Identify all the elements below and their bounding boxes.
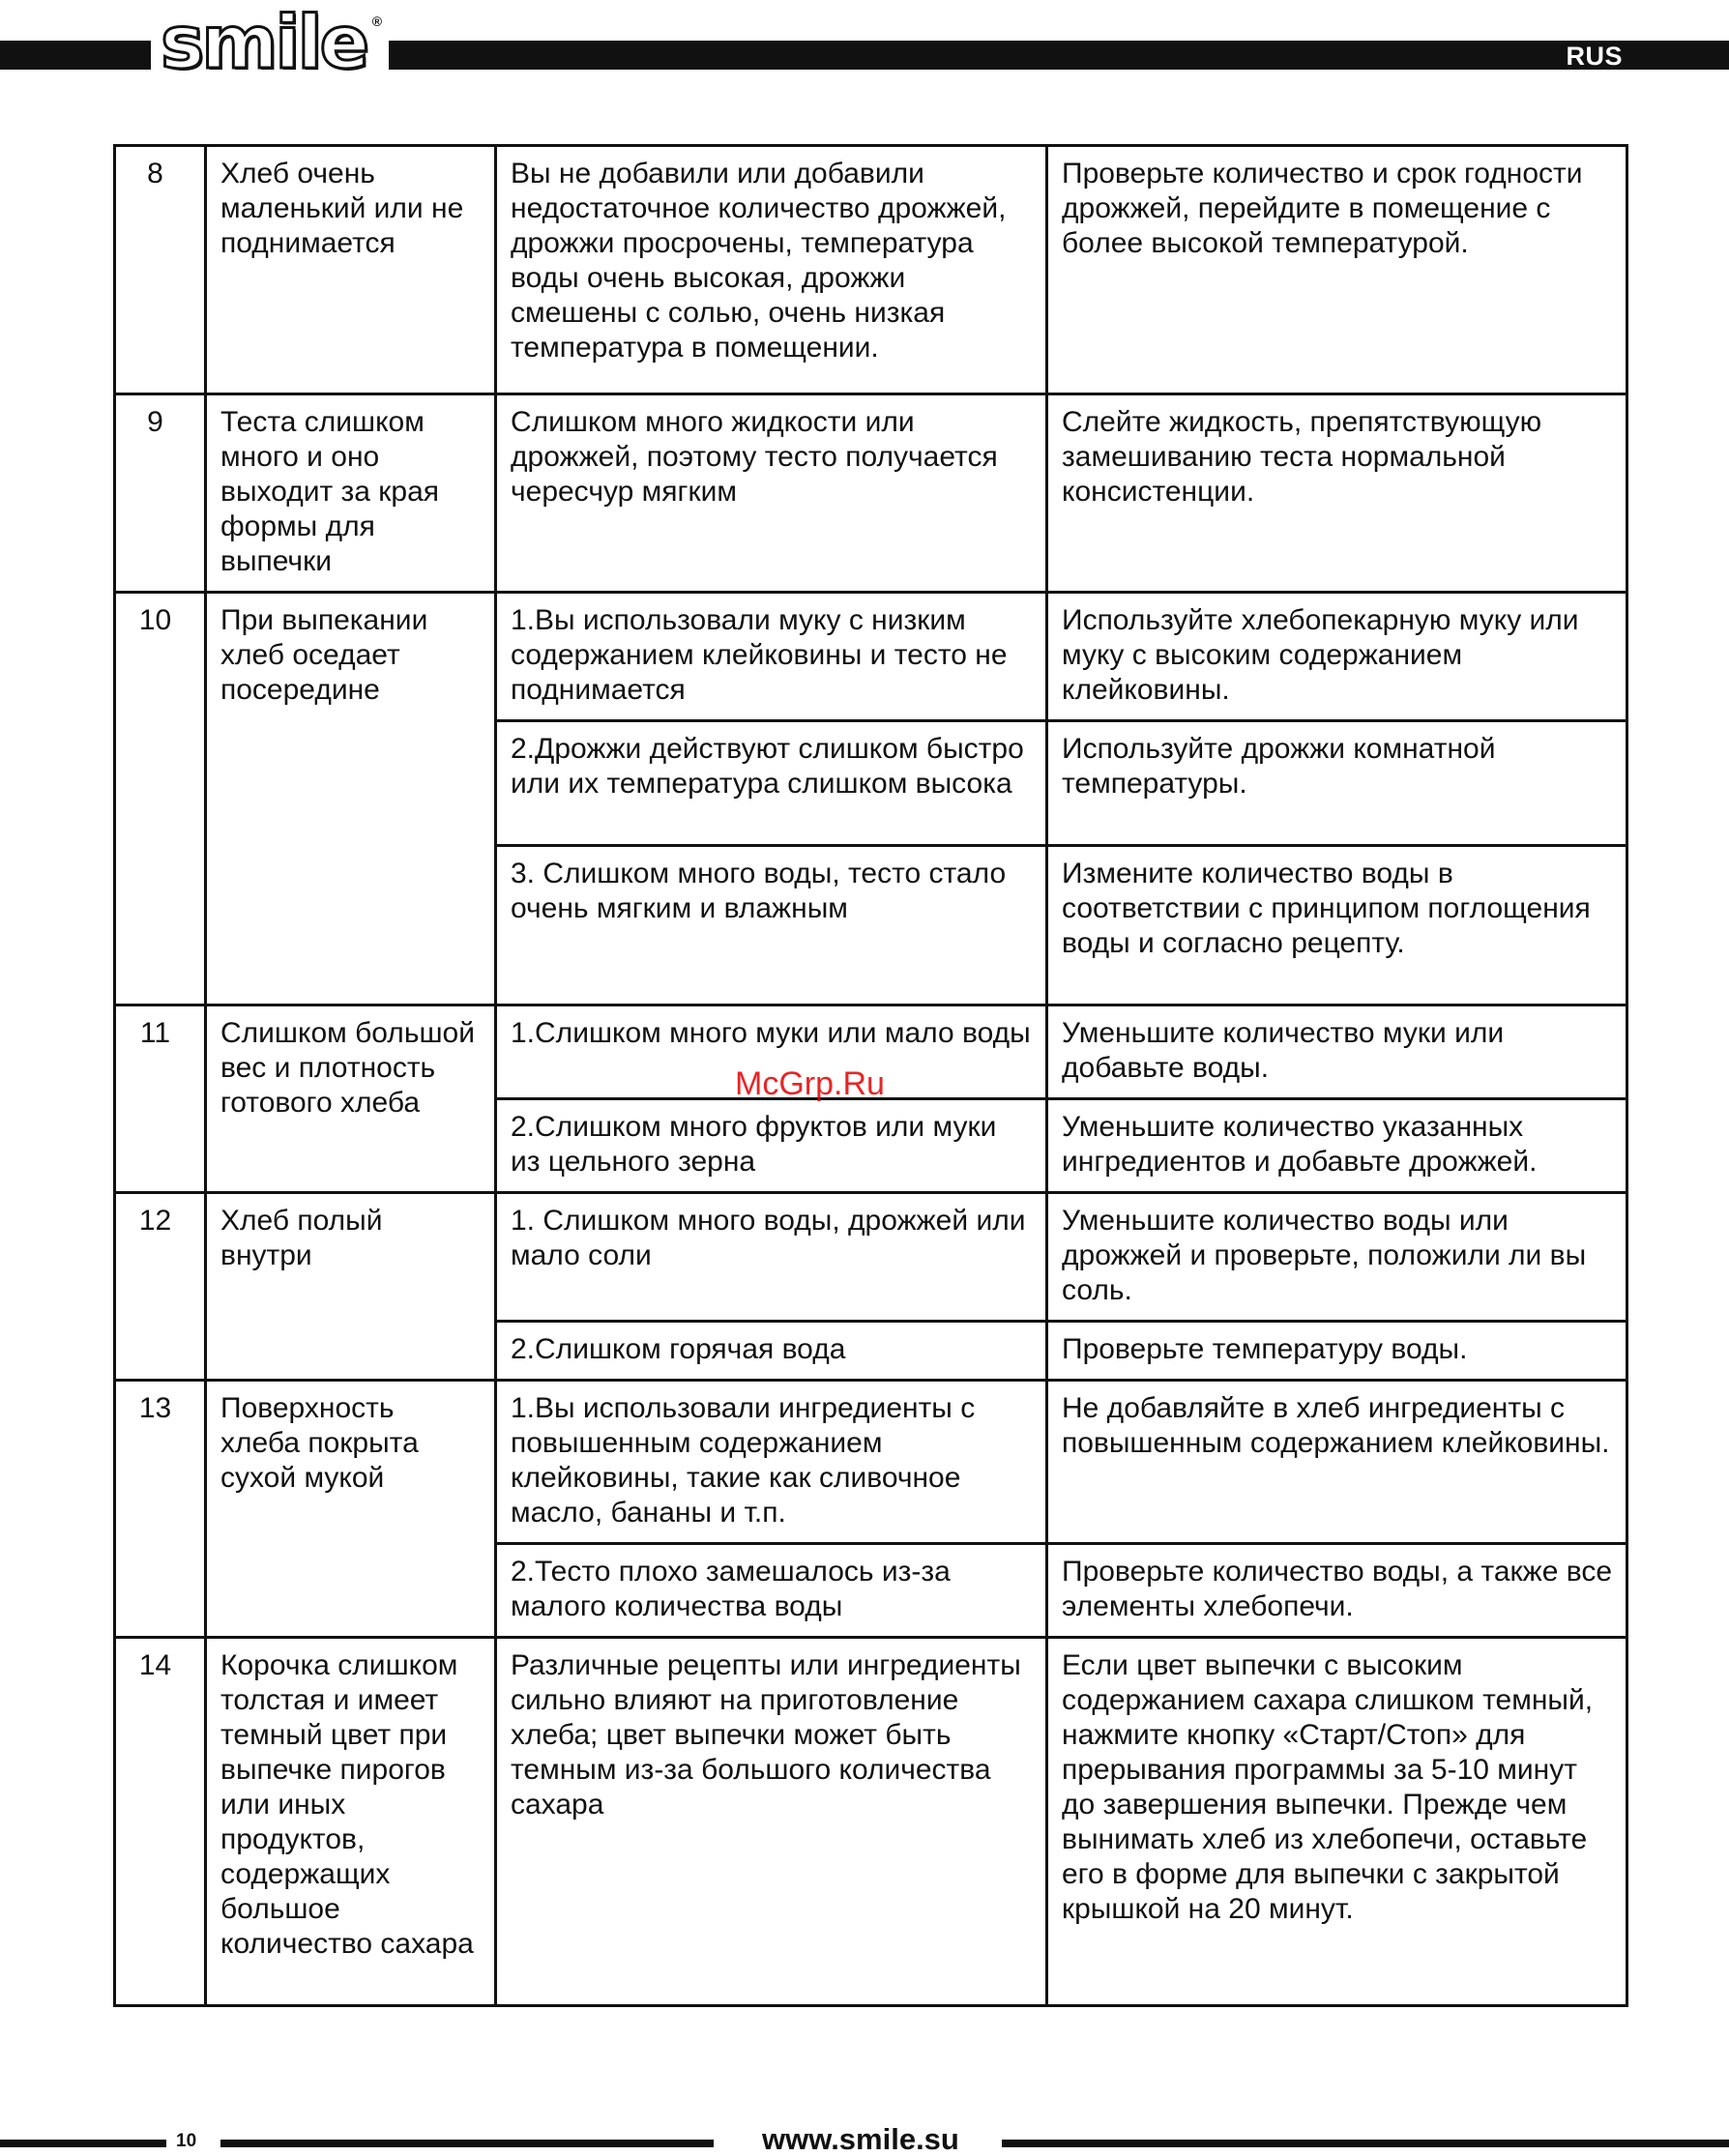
solution-text: Уменьшите количество воды или дрожжей и проверьте, положили ли вы соль.: [1062, 1205, 1587, 1306]
cause-cell: [496, 721, 1047, 846]
cause-text: 2.Тесто плохо замешалось из-за малого количества воды: [511, 1556, 951, 1622]
row-number: 13: [115, 1381, 206, 1638]
cause-text: 3. Слишком много воды, тесто стало очень мягким и влажным: [511, 858, 1007, 924]
cause-cell: [496, 593, 1047, 721]
problem-cell: [206, 1005, 496, 1193]
cause-cell: [496, 1193, 1047, 1322]
brand-logo: [161, 0, 383, 85]
header-bar-left: [0, 41, 151, 70]
problem-cell: [206, 1381, 496, 1638]
solution-text: Слейте жидкость, препятствующую замешиванию теста нормальной консистенции.: [1062, 406, 1542, 508]
problem-text: Хлеб очень маленький или не поднимается: [220, 158, 464, 259]
brand-name: smile: [161, 0, 367, 85]
solution-cell: [1047, 1193, 1627, 1322]
solution-text: Проверьте температуру воды.: [1062, 1333, 1468, 1365]
row-number: 10: [115, 593, 206, 1005]
row-number: 12: [115, 1193, 206, 1381]
page-number: 10: [176, 2131, 197, 2151]
problem-cell: [206, 593, 496, 1005]
cause-text: 1.Вы использовали муку с низким содержанием клейковины и тесто не поднимается: [511, 604, 1008, 706]
solution-text: Используйте дрожжи комнатной температуры.: [1062, 733, 1496, 800]
solution-cell: [1047, 721, 1627, 846]
solution-text: Не добавляйте в хлеб ингредиенты с повышенным содержанием клейковины.: [1062, 1392, 1610, 1459]
solution-text: Используйте хлебопекарную муку или муку с высоким содержанием клейковины.: [1062, 604, 1579, 706]
table-row: [115, 1381, 1627, 1544]
footer-rule-left: [0, 2140, 166, 2147]
row-number: 11: [115, 1005, 206, 1193]
cause-text: 2.Дрожжи действуют слишком быстро или их температура слишком высока: [511, 733, 1024, 800]
table-row: [115, 1193, 1627, 1322]
cause-text: Различные рецепты или ингредиенты сильно влияют на приготовление хлеба; цвет выпечки может быть темным из-за большого количества сахара: [511, 1649, 1021, 1821]
problem-cell: [206, 1193, 496, 1381]
cause-cell: [496, 146, 1047, 394]
solution-cell: [1047, 593, 1627, 721]
watermark: McGrp.Ru: [735, 1065, 885, 1102]
cause-cell: [496, 846, 1047, 1005]
solution-cell: [1047, 1381, 1627, 1544]
cause-text: 1.Слишком много муки или мало воды: [511, 1017, 1031, 1049]
cause-text: 2.Слишком много фруктов или муки из цельного зерна: [511, 1111, 997, 1178]
cause-text: Вы не добавили или добавили недостаточное количество дрожжей, дрожжи просрочены, температура воды очень высокая, дрожжи смешены с солью, очень низкая температура в помещении.: [511, 158, 1007, 364]
solution-text: Уменьшите количество муки или добавьте воды.: [1062, 1017, 1505, 1084]
problem-cell: [206, 394, 496, 593]
table-row: [115, 394, 1627, 593]
problem-cell: [206, 1638, 496, 2006]
footer-website-link[interactable]: www.smile.su: [762, 2122, 959, 2156]
solution-cell: [1047, 394, 1627, 593]
problem-text: Поверхность хлеба покрыта сухой мукой: [220, 1392, 419, 1494]
solution-text: Измените количество воды в соответствии с принципом поглощения воды и согласно рецепту.: [1062, 858, 1591, 959]
solution-cell: [1047, 846, 1627, 1005]
problem-text: При выпекании хлеб оседает посередине: [220, 604, 428, 706]
solution-text: Если цвет выпечки с высоким содержанием сахара слишком темный, нажмите кнопку «Старт/Стоп» для прерывания программы за 5-10 минут до завершения выпечки. Прежде чем вынимать хлеб из хлебопечи, оставьте его в форме для выпечки с закрытой крышкой на 20 минут.: [1062, 1649, 1594, 1925]
cause-cell: [496, 1322, 1047, 1381]
problem-text: Хлеб полый внутри: [220, 1205, 383, 1271]
registered-mark: ®: [371, 14, 383, 29]
row-number: 14: [115, 1638, 206, 2006]
solution-text: Проверьте количество и срок годности дрожжей, перейдите в помещение с более высокой температурой.: [1062, 158, 1583, 259]
language-label: RUS: [1566, 42, 1623, 71]
table-row: [115, 1638, 1627, 2006]
cause-cell: [496, 1099, 1047, 1193]
row-number: 8: [115, 146, 206, 394]
header-bar-right: [389, 41, 1729, 70]
solution-cell: [1047, 1099, 1627, 1193]
problem-cell: [206, 146, 496, 394]
cause-cell: [496, 1544, 1047, 1638]
footer-rule-right: [1002, 2140, 1729, 2147]
cause-cell: [496, 1638, 1047, 2006]
footer-rule-middle: [220, 2140, 714, 2147]
solution-cell: [1047, 1544, 1627, 1638]
problem-text: Слишком большой вес и плотность готового хлеба: [220, 1017, 475, 1119]
cause-text: 2.Слишком горячая вода: [511, 1333, 846, 1365]
problem-text: Корочка слишком толстая и имеет темный цвет при выпечке пирогов или иных продуктов, содержащих большое количество сахара: [220, 1649, 474, 1960]
solution-cell: [1047, 1638, 1627, 2006]
solution-cell: [1047, 1322, 1627, 1381]
solution-text: Уменьшите количество указанных ингредиентов и добавьте дрожжей.: [1062, 1111, 1538, 1178]
cause-cell: [496, 394, 1047, 593]
table-row: [115, 593, 1627, 721]
table-row: [115, 146, 1627, 394]
problem-text: Теста слишком много и оно выходит за края формы для выпечки: [220, 406, 440, 577]
solution-cell: [1047, 146, 1627, 394]
cause-text: 1. Слишком много воды, дрожжей или мало соли: [511, 1205, 1026, 1271]
row-number: 9: [115, 394, 206, 593]
cause-cell: [496, 1381, 1047, 1544]
solution-cell: [1047, 1005, 1627, 1099]
cause-text: 1.Вы использовали ингредиенты с повышенным содержанием клейковины, такие как сливочное масло, бананы и т.п.: [511, 1392, 976, 1529]
cause-text: Слишком много жидкости или дрожжей, поэтому тесто получается чересчур мягким: [511, 406, 998, 508]
solution-text: Проверьте количество воды, а также все элементы хлебопечи.: [1062, 1556, 1613, 1622]
